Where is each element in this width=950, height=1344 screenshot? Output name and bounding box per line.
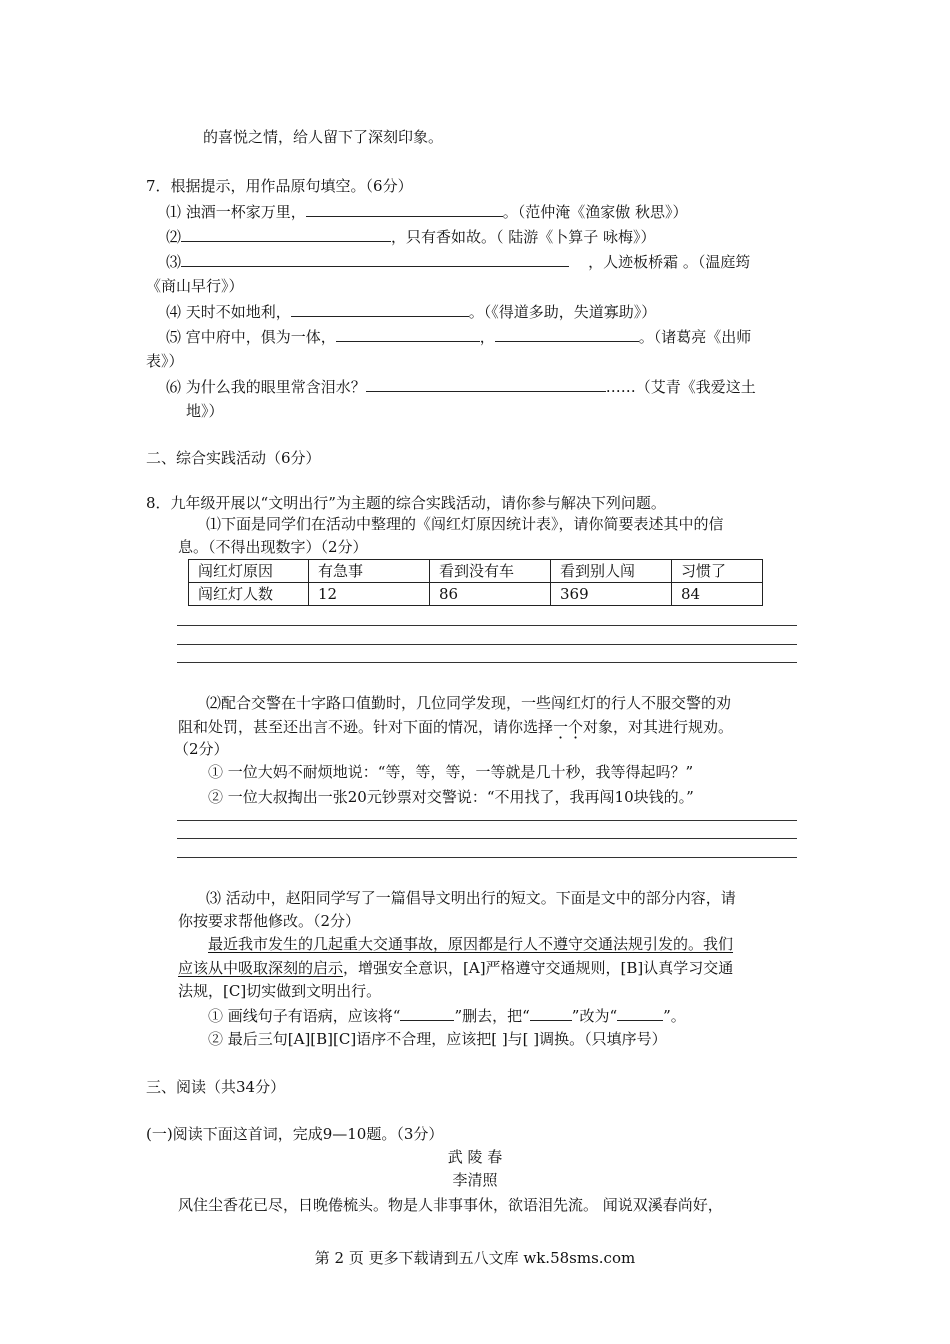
underlined-sentence-end: 应该从中吸取深刻的启示 xyxy=(178,959,344,977)
q7-item-3: ⑶ ，人迹板桥霜 。（温庭筠 xyxy=(166,253,751,271)
q7-item-6-cont: 地》） xyxy=(186,402,224,420)
poem-text: 风住尘香花已尽，日晚倦梳头。物是人非事事休，欲语泪先流。 闻说双溪春尚好， xyxy=(178,1196,723,1214)
q7-item-5-cont: 表》） xyxy=(146,352,184,370)
answer-blank[interactable] xyxy=(291,301,469,317)
answer-blank[interactable] xyxy=(181,226,391,242)
q8-part-1-line-2: 息。（不得出现数字）（2分） xyxy=(178,538,368,556)
answer-line[interactable] xyxy=(177,820,797,821)
emphasis-dot-char: 一 xyxy=(553,718,569,736)
table-row xyxy=(189,560,763,583)
q7-item-3-cont: 《商山早行》） xyxy=(146,277,244,295)
table-cell: 369 xyxy=(551,583,672,606)
q8-part-1-line-1: ⑴下面是同学们在活动中整理的《闯红灯原因统计表》，请你简要表述其中的信 xyxy=(206,515,724,533)
q7-item-2: ⑵ ，只有香如故。（ 陆游《卜算子 咏梅》） xyxy=(166,228,656,246)
answer-blank[interactable] xyxy=(530,1005,572,1021)
table-cell: 闯红灯人数 xyxy=(189,583,309,606)
q7-item-4: ⑷ 天时不如地利， 。（《得道多助，失道寡助》） xyxy=(166,303,657,321)
q8-part-3-line-5: 法规，[C]切实做到文明出行。 xyxy=(178,982,382,1000)
emphasis-dot-char: 个 xyxy=(568,718,584,736)
q8-part-3-line-1: ⑶ 活动中，赵阳同学写了一篇倡导文明出行的短文。下面是文中的部分内容，请 xyxy=(206,889,736,907)
q8-part-2-line-1: ⑵配合交警在十字路口值勤时，几位同学发现，一些闯红灯的行人不服交警的劝 xyxy=(206,694,732,712)
q8-part-2-score: （2分） xyxy=(174,740,229,758)
q8-part-2-case-1: ① 一位大妈不耐烦地说：“等，等，等，一等就是几十秒，我等得起吗？” xyxy=(208,763,694,781)
table-cell: 有急事 xyxy=(309,560,430,583)
poem-title: 武 陵 春 xyxy=(447,1148,503,1166)
answer-line[interactable] xyxy=(177,662,797,663)
q8-part-2-line-2: 阻和处罚，甚至还出言不逊。针对下面的情况，请你选择一个对象，对其进行规劝。 xyxy=(178,718,734,736)
table-cell: 86 xyxy=(430,583,551,606)
table-cell: 看到没有车 xyxy=(430,560,551,583)
q8-part-3-task-2: ② 最后三句[A][B][C]语序不合理，应该把[ ]与[ ]调换。（只填序号） xyxy=(208,1030,667,1048)
q8-part-2-case-2: ② 一位大叔掏出一张20元钞票对交警说：“不用找了，我再闯10块钱的。” xyxy=(208,788,694,806)
answer-line[interactable] xyxy=(177,857,797,858)
poem-author: 李清照 xyxy=(452,1171,498,1189)
question-8-title: 8．九年级开展以“文明出行”为主题的综合实践活动，请你参与解决下列问题。 xyxy=(146,494,666,512)
q7-item-1: ⑴ 浊酒一杯家万里， 。（范仲淹《渔家傲 秋思》） xyxy=(166,203,688,221)
table-cell: 看到别人闯 xyxy=(551,560,672,583)
underlined-sentence: 最近我市发生的几起重大交通事故，原因都是行人不遵守交通法规引发的。我们 xyxy=(208,935,734,953)
answer-blank[interactable] xyxy=(336,326,480,342)
answer-blank[interactable] xyxy=(617,1005,663,1021)
q8-part-3-task-1: ① 画线句子有语病，应该将“ ”删去，把“ ”改为“ ”。 xyxy=(208,1007,686,1025)
answer-blank[interactable] xyxy=(181,251,569,267)
q8-part-3-line-4: 应该从中吸取深刻的启示，增强安全意识，[A]严格遵守交通规则，[B]认真学习交通 xyxy=(178,959,734,977)
table-cell: 84 xyxy=(672,583,763,606)
table-cell: 12 xyxy=(309,583,430,606)
q7-item-5: ⑸ 宫中府中，俱为一体， ， 。（诸葛亮《出师 xyxy=(166,328,752,346)
q8-part-3-line-2: 你按要求帮他修改。（2分） xyxy=(178,912,361,930)
answer-line[interactable] xyxy=(177,625,797,626)
answer-line[interactable] xyxy=(177,838,797,839)
reading-1-instruction: (一)阅读下面这首词，完成9—10题。（3分） xyxy=(146,1125,444,1143)
table-cell: 习惯了 xyxy=(672,560,763,583)
continued-text: 的喜悦之情，给人留下了深刻印象。 xyxy=(203,128,444,146)
red-light-stats-table xyxy=(188,559,763,606)
answer-line[interactable] xyxy=(177,644,797,645)
table-cell: 闯红灯原因 xyxy=(189,560,309,583)
table-row xyxy=(189,583,763,606)
section-2-heading: 二、综合实践活动（6分） xyxy=(146,449,321,467)
answer-blank[interactable] xyxy=(366,376,606,392)
answer-blank[interactable] xyxy=(495,326,639,342)
answer-blank[interactable] xyxy=(400,1005,454,1021)
answer-blank[interactable] xyxy=(306,201,503,217)
page-footer: 第 2 页 更多下载请到五八文库 wk.58sms.com xyxy=(314,1249,636,1267)
question-7-title: 7．根据提示，用作品原句填空。（6分） xyxy=(146,177,413,195)
q7-item-6: ⑹ 为什么我的眼里常含泪水？ ……（艾青《我爱这土 xyxy=(166,378,756,396)
section-3-heading: 三、阅读（共34分） xyxy=(146,1078,286,1096)
